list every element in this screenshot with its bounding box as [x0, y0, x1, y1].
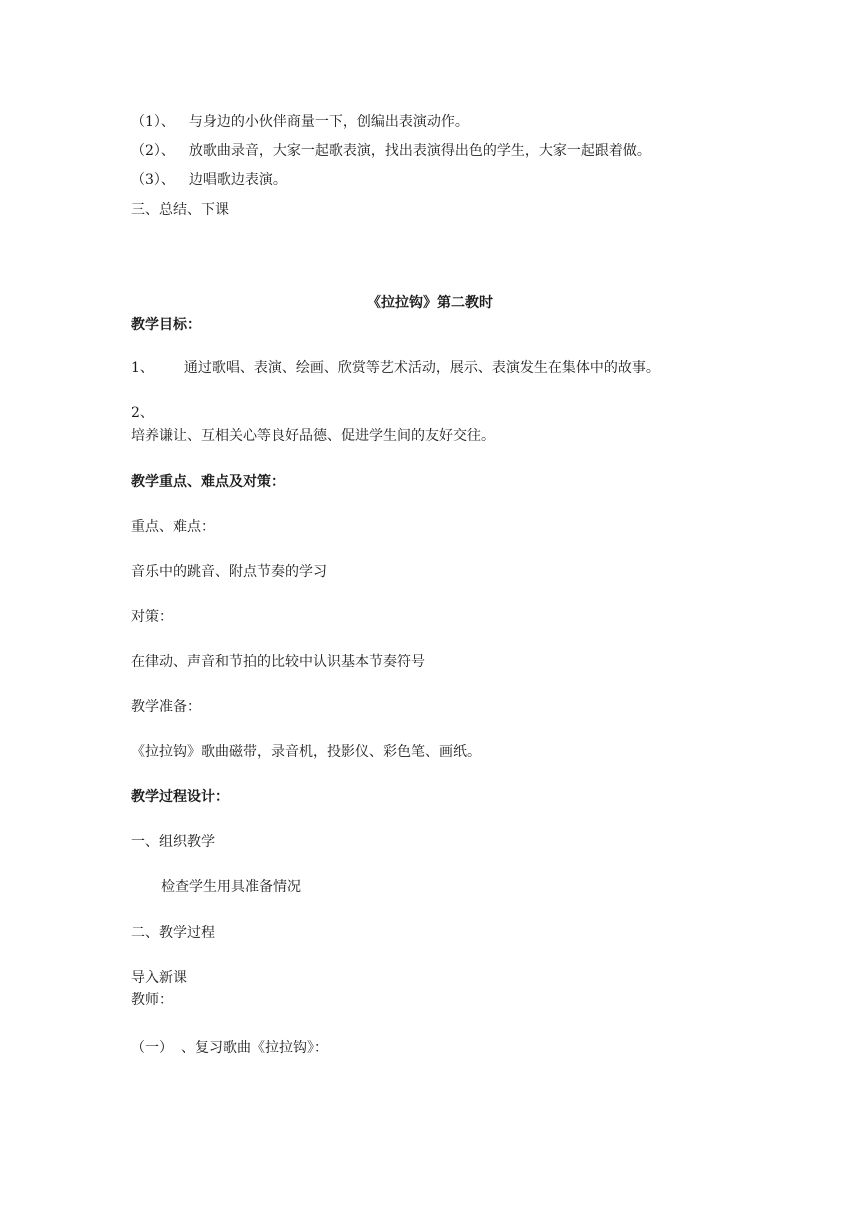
goal-number: 1、 [131, 360, 154, 376]
keypoints-text: 音乐中的跳音、附点节奏的学习 [131, 564, 327, 580]
list-number: （2）、 [131, 143, 175, 159]
goal-text: 通过歌唱、表演、绘画、欣赏等艺术活动，展示、表演发生在集体中的故事。 [183, 360, 660, 376]
teacher-label: 教师： [131, 992, 173, 1008]
step1-heading: 一、组织教学 [131, 834, 215, 850]
list-item-1 [131, 113, 469, 131]
review-number: （一） [131, 1040, 173, 1056]
goal-text-2: 培养谦让、互相关心等良好品德、促进学生间的友好交往。 [131, 428, 495, 444]
intro-label: 导入新课 [131, 970, 187, 986]
goal-item-1 [131, 359, 660, 377]
process-heading: 教学过程设计： [131, 789, 229, 805]
step2-heading: 二、教学过程 [131, 925, 215, 941]
list-text: 放歌曲录音，大家一起歌表演，找出表演得出色的学生，大家一起跟着做。 [188, 143, 651, 159]
strategy-text: 在律动、声音和节拍的比较中认识基本节奏符号 [131, 654, 425, 670]
keypoints-heading: 教学重点、难点及对策： [131, 474, 285, 490]
prep-label: 教学准备： [131, 699, 201, 715]
review-text: 、复习歌曲《拉拉钩》： [181, 1040, 328, 1056]
list-item-3 [131, 171, 287, 189]
goal-number-2: 2、 [131, 405, 154, 421]
goals-heading: 教学目标： [131, 317, 201, 333]
prep-text: 《拉拉钩》歌曲磁带，录音机，投影仪、彩色笔、画纸。 [131, 744, 481, 760]
section-summary: 三、总结、下课 [131, 202, 229, 218]
review-item [131, 1039, 328, 1057]
strategy-label: 对策： [131, 609, 173, 625]
list-number: （3）、 [131, 172, 175, 188]
list-text: 与身边的小伙伴商量一下，创编出表演动作。 [188, 114, 469, 130]
keypoints-label: 重点、难点： [131, 519, 215, 535]
list-number: （1）、 [131, 114, 175, 130]
step1-text: 检查学生用具准备情况 [161, 879, 301, 895]
list-item-2 [131, 142, 651, 160]
list-text: 边唱歌边表演。 [188, 172, 287, 188]
lesson-title: 《拉拉钩》第二教时 [367, 295, 493, 311]
